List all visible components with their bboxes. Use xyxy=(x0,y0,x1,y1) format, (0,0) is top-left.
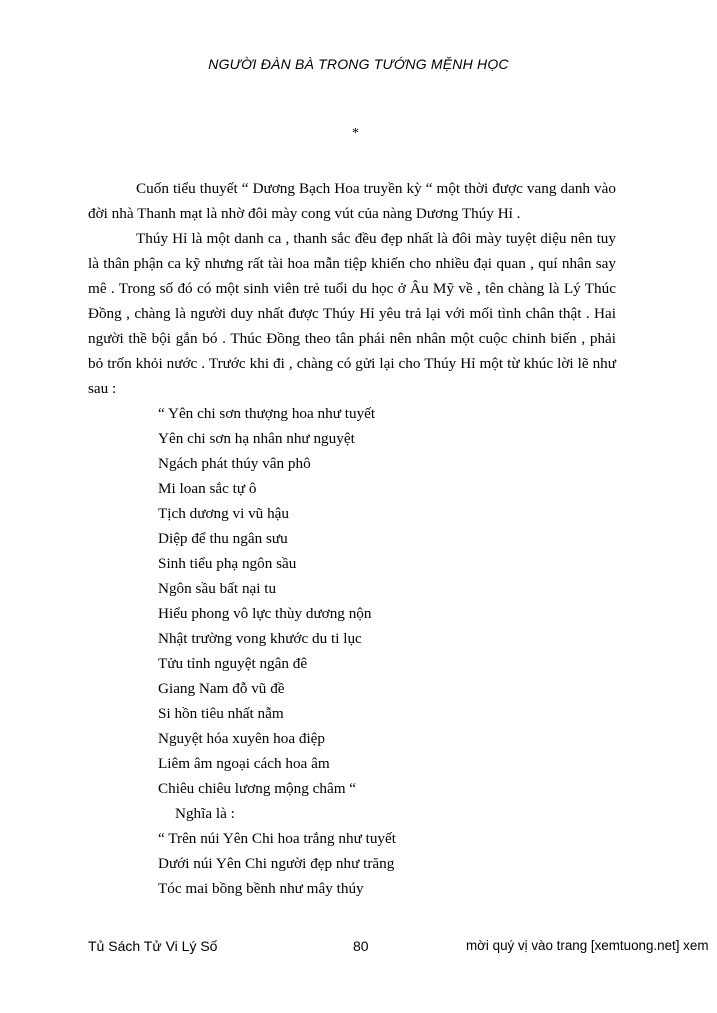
paragraph: Cuốn tiểu thuyết “ Dương Bạch Hoa truyền kỳ “ một thời được vang danh vào đời nhà Thanh mạt là nhờ đôi mày cong vút của nàng Dương Thúy Hỉ . xyxy=(88,180,616,222)
page-header: NGƯỜI ĐÀN BÀ TRONG TƯỚNG MỆNH HỌC xyxy=(208,56,509,72)
poem-line: Nguyệt hóa xuyên hoa điệp xyxy=(158,730,326,747)
translation-line: “ Trên núi Yên Chi hoa trắng như tuyết xyxy=(158,830,396,847)
poem-line: Hiểu phong vô lực thùy dương nộn xyxy=(158,605,372,622)
poem-line: Diệp để thu ngân sưu xyxy=(158,530,288,547)
poem-line: Tịch dương vi vũ hậu xyxy=(158,505,289,522)
footer-page-number: 80 xyxy=(353,938,369,954)
poem-line: Sinh tiểu phạ ngôn sầu xyxy=(158,555,297,572)
translation-line: Tóc mai bồng bềnh như mây thúy xyxy=(158,880,364,897)
translation-line: Dưới núi Yên Chi người đẹp như trăng xyxy=(158,855,395,872)
poem-line: Ngách phát thúy vân phô xyxy=(158,455,311,472)
poem-line: Tửu tỉnh nguyệt ngân đê xyxy=(158,655,308,672)
meaning-label: Nghĩa là : xyxy=(175,805,235,822)
poem-translation xyxy=(88,826,616,901)
poem-line: Chiêu chiêu lương mộng châm “ xyxy=(158,780,357,797)
poem-line: Si hồn tiêu nhất nẫm xyxy=(158,705,284,722)
poem-original xyxy=(88,401,616,801)
section-separator: * xyxy=(352,126,359,141)
footer-website-note: mời quý vị vào trang [xemtuong.net] xem xyxy=(466,938,709,953)
footer-book-title: Tủ Sách Tử Vi Lý Số xyxy=(88,938,218,954)
body-text xyxy=(88,176,616,901)
paragraph: Thúy Hỉ là một danh ca , thanh sắc đều đẹp nhất là đôi mày tuyệt diệu nên tuy là thân phận ca kỹ nhưng rất tài hoa mẫn tiệp khiến cho nhiều đại quan , quí nhân say mê . Trong số đó có một sinh viên trẻ tuổi du học ở Âu Mỹ về , tên chàng là Lý Thúc Đồng , chàng là người duy nhất được Thúy Hỉ yêu trả lại với mối tình chân thật . Hai người thề bội gắn bó . Thúc Đồng theo tân phái nên nhân một cuộc chinh biến , phải bỏ trốn khỏi nước . Trước khi đi , chàng có gửi lại cho Thúy Hỉ một từ khúc lời lẽ như sau : xyxy=(88,230,616,397)
poem-line: “ Yên chi sơn thượng hoa như tuyết xyxy=(158,405,376,422)
poem-line: Ngôn sầu bất nại tu xyxy=(158,580,277,597)
poem-line: Liêm âm ngoại cách hoa âm xyxy=(158,755,330,772)
poem-line: Yên chi sơn hạ nhân như nguyệt xyxy=(158,430,355,447)
poem-line: Mi loan sắc tự ô xyxy=(158,480,257,497)
poem-line: Giang Nam đỗ vũ đề xyxy=(158,680,285,697)
poem-line: Nhật trường vong khước du ti lục xyxy=(158,630,362,647)
